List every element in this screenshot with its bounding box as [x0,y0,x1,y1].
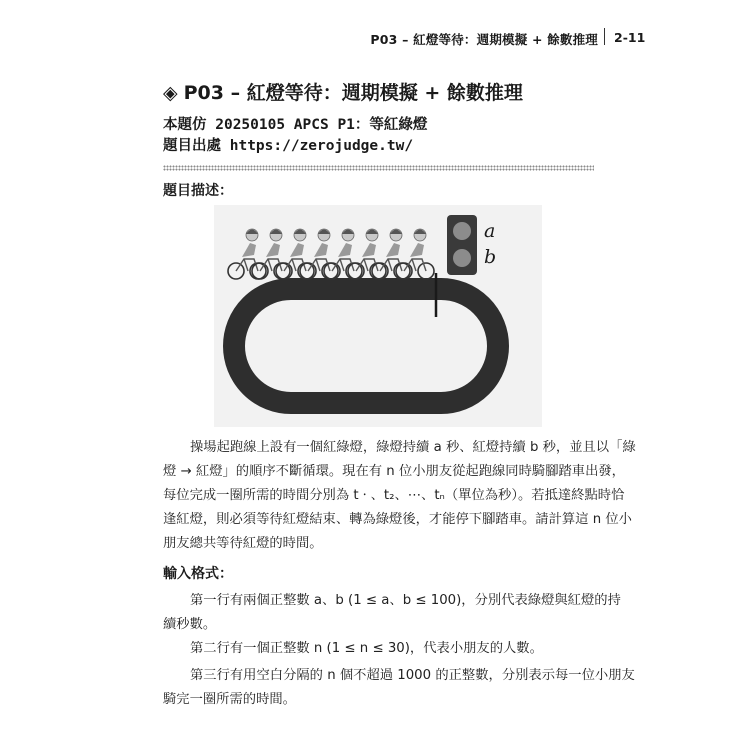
input-line-1: 第一行有兩個正整數 a、b (1 ≤ a、b ≤ 100)，分別代表綠燈與紅燈的持 [190,593,621,608]
description-label: 題目描述： [163,183,233,199]
input-format-para-1 [163,589,621,637]
desc-line-1: 操場起跑線上設有一個紅綠燈，綠燈持續 a 秒、紅燈持續 b 秒，並且以「綠 [190,440,636,455]
description-text [163,436,636,556]
source-line-2: 題目出處 https://zerojudge.tw/ [163,138,414,154]
input-line-3: 第二行有一個正整數 n (1 ≤ n ≤ 30)，代表小朋友的人數。 [190,641,543,656]
input-format-para-2 [163,637,595,661]
label-b: b [484,246,497,268]
header-separator [604,28,605,45]
section-title [163,78,523,105]
input-line-5: 騎完一圈所需的時間。 [163,692,296,707]
label-a: a [484,220,496,242]
input-format-para-3 [163,664,635,712]
desc-line-5: 朋友總共等待紅燈的時間。 [163,536,323,551]
page-number: 2-11 [614,30,646,45]
input-line-2: 續秒數。 [163,617,217,632]
cyclist-icon [228,229,266,279]
track-illustration [214,205,542,427]
desc-line-3: 每位完成一圈所需的時間分別為 t ⸱ 、t₂、⋯、tₙ（單位為秒）。若抵達終點時恰 [163,488,625,503]
source-line-1: 本題仿 20250105 APCS P1：等紅綠燈 [163,117,428,133]
oval-track [234,289,498,403]
desc-line-2: 燈 → 紅燈」的順序不斷循環。現在有 n 位小朋友從起跑線同時騎腳踏車出發， [163,464,625,479]
dotted-divider [163,165,594,171]
diamond-icon: ◈ [163,82,178,104]
traffic-light-icon [447,215,477,275]
input-line-4: 第三行有用空白分隔的 n 個不超過 1000 的正整數，分別表示每一位小朋友 [190,668,635,683]
input-format-label: 輸入格式： [163,566,233,582]
running-header: P03 – 紅燈等待：週期模擬 + 餘數推理 [370,32,598,47]
section-title-text: P03 – 紅燈等待：週期模擬 + 餘數推理 [183,82,523,104]
cyclists-group [228,229,434,279]
desc-line-4: 逢紅燈，則必須等待紅燈結束、轉為綠燈後，才能停下腳踏車。請計算這 n 位小 [163,512,632,527]
